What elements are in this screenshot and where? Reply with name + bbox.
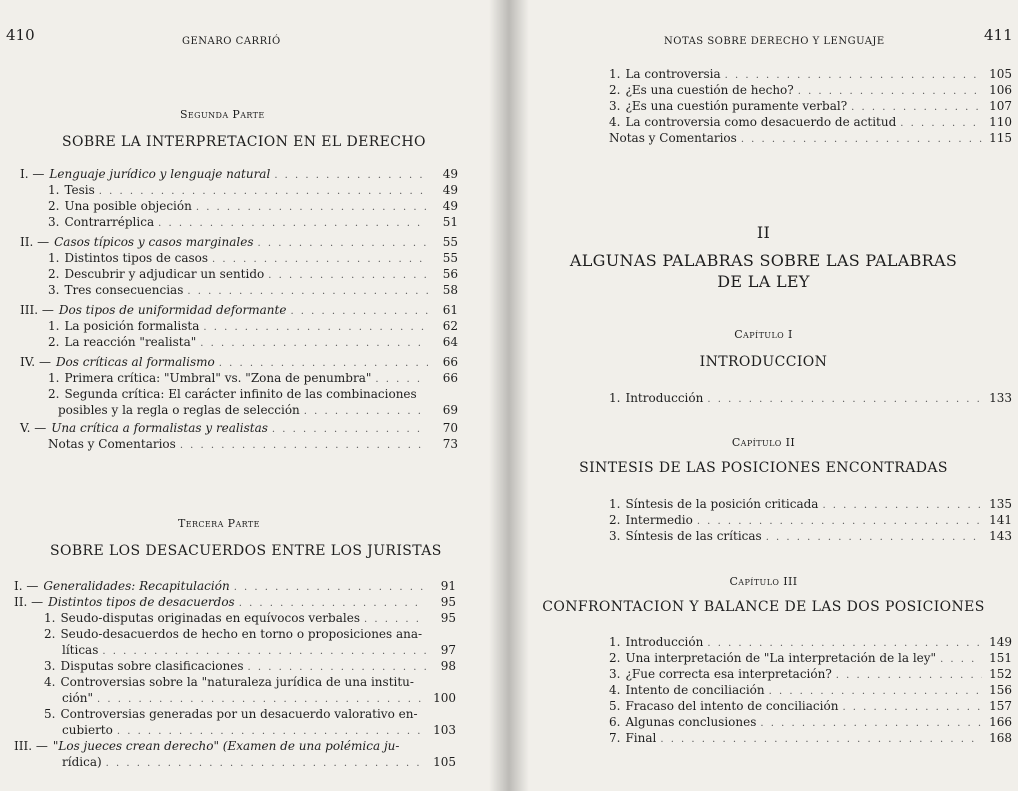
toc-chapter-two [609,496,1012,544]
toc-entry-number: I. — [20,167,45,181]
toc-entry-page: 115 [989,131,1012,145]
running-head: GENARO CARRIÓ [182,36,281,47]
toc-entry [609,82,1012,98]
toc-entry-page: 105 [433,755,456,769]
toc-entry-title: Fracaso del intento de conciliación [625,699,839,713]
toc-entry-title: La controversia como desacuerdo de actitud [625,115,897,129]
toc-entry [6,420,458,436]
toc-entry-number: 1. [48,371,60,385]
toc-entry [6,436,458,452]
part-number: II [756,223,771,242]
toc-entry [609,698,1012,714]
toc-entry-number: 2. [48,199,60,213]
toc-entry-title: Contrarréplica [64,215,155,229]
toc-entry-title: Primera crítica: "Umbral" vs. "Zona de penumbra" [64,371,372,385]
toc-entry [6,282,458,298]
toc-entry [4,738,456,754]
chapter-title: SINTESIS DE LAS POSICIONES ENCONTRADAS [579,460,948,476]
toc-entry-page: 49 [442,167,458,181]
toc-entry-page: 166 [989,715,1012,729]
toc-entry-title: ción" [62,691,94,705]
toc-entry-title: "Los jueces crean derecho" (Examen de una polémica ju- [52,739,400,753]
toc-entry [6,354,458,370]
toc-entry-page: 62 [442,319,458,333]
toc-entry-page: 151 [989,651,1012,665]
part-title-line-2: DE LA LEY [717,272,810,291]
toc-entry-title: La controversia [625,67,721,81]
toc-entry-number: 1. [44,611,56,625]
right-page [509,0,1018,791]
toc-entry [6,198,458,214]
toc-entry-page: 103 [433,723,456,737]
toc-entry [609,650,1012,666]
toc-entry-page: 143 [989,529,1012,543]
toc-entry-title: Distintos tipos de casos [64,251,209,265]
toc-entry-title: Disputas sobre clasificaciones [60,659,244,673]
toc-entry-number: 1. [48,319,60,333]
chapter-title: INTRODUCCION [699,354,828,370]
chapter-label: Capítulo II [731,436,796,449]
toc-entry-title: Casos típicos y casos marginales [54,235,254,249]
dot-leader [158,216,428,232]
chapter-label: Capítulo III [729,575,798,588]
toc-entry [4,722,456,738]
toc-entry-page: 100 [433,691,456,705]
page-number: 411 [984,26,1013,44]
toc-entry [6,386,458,402]
part-title-line-1: ALGUNAS PALABRAS SOBRE LAS PALABRAS [569,251,958,270]
dot-leader [304,404,428,420]
toc-entry [6,234,458,250]
toc-part-two [6,166,458,452]
toc-entry-title: Síntesis de la posición criticada [625,497,819,511]
toc-entry [6,182,458,198]
toc-entry-title: ¿Es una cuestión de hecho? [625,83,794,97]
part-title: SOBRE LOS DESACUERDOS ENTRE LOS JURISTAS [50,543,442,559]
toc-entry-page: 107 [989,99,1012,113]
toc-entry [609,666,1012,682]
toc-entry [4,706,456,722]
toc-entry-title: Tres consecuencias [64,283,184,297]
toc-entry-title: Lenguaje jurídico y lenguaje natural [49,167,271,181]
toc-entry-number: 2. [48,335,60,349]
toc-entry-number: II. — [20,235,50,249]
toc-entry [609,512,1012,528]
toc-entry [6,370,458,386]
toc-entry [4,658,456,674]
toc-entry-number: V. — [20,421,47,435]
toc-entry [4,626,456,642]
toc-entry-number: 1. [48,251,60,265]
toc-entry [609,390,1012,406]
toc-entry-page: 91 [440,579,456,593]
toc-entry-title: ¿Es una cuestión puramente verbal? [625,99,848,113]
toc-entry-page: 55 [442,251,458,265]
toc-entry-page: 51 [442,215,458,229]
toc-entry-title: Dos tipos de uniformidad deformante [58,303,287,317]
toc-entry [609,98,1012,114]
toc-entry [609,634,1012,650]
toc-entry-number: 4. [44,675,56,689]
toc-entry-page: 64 [442,335,458,349]
toc-entry-title: La reacción "realista" [64,335,197,349]
toc-chapter-three [609,634,1012,746]
toc-entry [609,528,1012,544]
toc-entry-page: 105 [989,67,1012,81]
toc-entry [609,682,1012,698]
dot-leader [660,732,982,748]
toc-entry-title: Algunas conclusiones [625,715,757,729]
toc-entry-number: III. — [14,739,48,753]
toc-entry-number: 1. [48,183,60,197]
toc-entry-page: 141 [989,513,1012,527]
chapter-label: Capítulo I [734,328,793,341]
toc-entry [609,130,1012,146]
toc-entry-number: IV. — [20,355,51,369]
toc-entry-page: 135 [989,497,1012,511]
toc-entry-title: La posición formalista [64,319,200,333]
toc-entry-page: 66 [442,371,458,385]
toc-entry-number: 1. [609,497,621,511]
toc-entry-number: I. — [14,579,39,593]
part-title: SOBRE LA INTERPRETACION EN EL DERECHO [62,134,426,150]
toc-entry-page: 55 [442,235,458,249]
toc-entry-page: 106 [989,83,1012,97]
toc-entry-page: 156 [989,683,1012,697]
toc-entry-page: 66 [442,355,458,369]
toc-entry-page: 73 [442,437,458,451]
toc-entry-title: Descubrir y adjudicar un sentido [64,267,265,281]
toc-entry [4,690,456,706]
toc-entry-title: Una crítica a formalistas y realistas [51,421,268,435]
toc-entry [609,114,1012,130]
dot-leader [187,284,428,300]
toc-entry-number: 3. [48,283,60,297]
page-number: 410 [6,26,35,44]
toc-entry-page: 49 [442,199,458,213]
toc-entry-page: 49 [442,183,458,197]
toc-entry [609,496,1012,512]
toc-entry-number: 3. [609,529,621,543]
toc-entry [609,66,1012,82]
toc-entry-number: III. — [20,303,54,317]
toc-entry-number: 4. [609,683,621,697]
toc-entry-title: Controversias generadas por un desacuerdo valorativo en- [60,707,418,721]
toc-entry-title: Intento de conciliación [625,683,765,697]
toc-entry-page: 152 [989,667,1012,681]
toc-entry-number: 2. [609,83,621,97]
toc-entry-title: Una interpretación de "La interpretación de la ley" [625,651,937,665]
toc-entry [6,318,458,334]
toc-entry-page: 69 [442,403,458,417]
toc-entry-page: 61 [442,303,458,317]
toc-entry-page: 98 [440,659,456,673]
toc-entry-number: 1. [609,391,621,405]
dot-leader [707,392,982,408]
toc-entry-title: Síntesis de las críticas [625,529,762,543]
dot-leader [766,530,982,546]
toc-entry-page: 133 [989,391,1012,405]
toc-entry-page: 168 [989,731,1012,745]
toc-entry [6,334,458,350]
toc-entry-number: 3. [48,215,60,229]
toc-entry-page: 110 [989,115,1012,129]
toc-entry [4,754,456,770]
toc-entry-title: Seudo-desacuerdos de hecho en torno o proposiciones ana- [60,627,423,641]
toc-entry-page: 58 [442,283,458,297]
toc-entry [6,302,458,318]
toc-chapter-one [609,390,1012,406]
toc-entry-title: Introducción [625,391,704,405]
toc-entry-title: Notas y Comentarios [609,131,737,145]
toc-entry-page: 70 [442,421,458,435]
toc-entry-page: 56 [442,267,458,281]
toc-entry [4,610,456,626]
toc-entry-number: 3. [609,667,621,681]
toc-entry-title: líticas [62,643,99,657]
toc-entry [4,594,456,610]
dot-leader [106,756,426,772]
toc-entry-title: Distintos tipos de desacuerdos [48,595,235,609]
toc-entry [609,730,1012,746]
toc-entry-number: 2. [48,387,60,401]
toc-entry-title: Controversias sobre la "naturaleza jurídica de una institu- [60,675,414,689]
toc-continued [609,66,1012,146]
toc-entry [6,402,458,418]
toc-entry-number: 1. [609,67,621,81]
toc-entry-title: Tesis [64,183,95,197]
part-label: Tercera Parte [178,517,260,530]
toc-entry-title: Segunda crítica: El carácter infinito de las combinaciones [64,387,417,401]
toc-entry-number: 3. [44,659,56,673]
toc-entry-number: 3. [609,99,621,113]
toc-entry-title: Una posible objeción [64,199,192,213]
toc-entry-title: ¿Fue correcta esa interpretación? [625,667,832,681]
toc-entry [4,642,456,658]
toc-entry-title: Intermedio [625,513,693,527]
part-label: Segunda Parte [180,108,265,121]
toc-entry-title: Generalidades: Recapitulación [43,579,230,593]
toc-entry-title: rídica) [62,755,102,769]
toc-entry [6,166,458,182]
toc-entry-title: Seudo-disputas originadas en equívocos verbales [60,611,360,625]
toc-entry-title: Introducción [625,635,704,649]
toc-entry-page: 95 [440,611,456,625]
toc-entry [609,714,1012,730]
toc-entry-number: 5. [609,699,621,713]
chapter-title: CONFRONTACION Y BALANCE DE LAS DOS POSICIONES [542,599,985,615]
dot-leader [180,438,428,454]
toc-entry-title: Final [625,731,657,745]
dot-leader [200,336,428,352]
toc-entry-page: 95 [440,595,456,609]
toc-entry-number: 6. [609,715,621,729]
toc-entry-number: 2. [44,627,56,641]
toc-entry-page: 149 [989,635,1012,649]
toc-entry-title: Notas y Comentarios [48,437,176,451]
toc-entry-number: 5. [44,707,56,721]
toc-entry [6,266,458,282]
toc-entry-number: 2. [609,513,621,527]
toc-entry-number: 4. [609,115,621,129]
toc-entry-number: 2. [48,267,60,281]
toc-entry [4,674,456,690]
toc-entry-page: 97 [440,643,456,657]
toc-entry-number: II. — [14,595,44,609]
dot-leader [741,132,982,148]
toc-entry-number: 2. [609,651,621,665]
running-head: NOTAS SOBRE DERECHO Y LENGUAJE [664,36,885,47]
toc-entry [6,214,458,230]
toc-part-three [4,578,456,770]
toc-entry [6,250,458,266]
toc-entry-number: 1. [609,635,621,649]
book-gutter-shadow [489,0,529,791]
toc-entry-title: cubierto [62,723,113,737]
toc-entry-number: 7. [609,731,621,745]
toc-entry-title: Dos críticas al formalismo [55,355,215,369]
toc-entry-title: posibles y la regla o reglas de selección [58,403,300,417]
toc-entry [4,578,456,594]
toc-entry-page: 157 [989,699,1012,713]
